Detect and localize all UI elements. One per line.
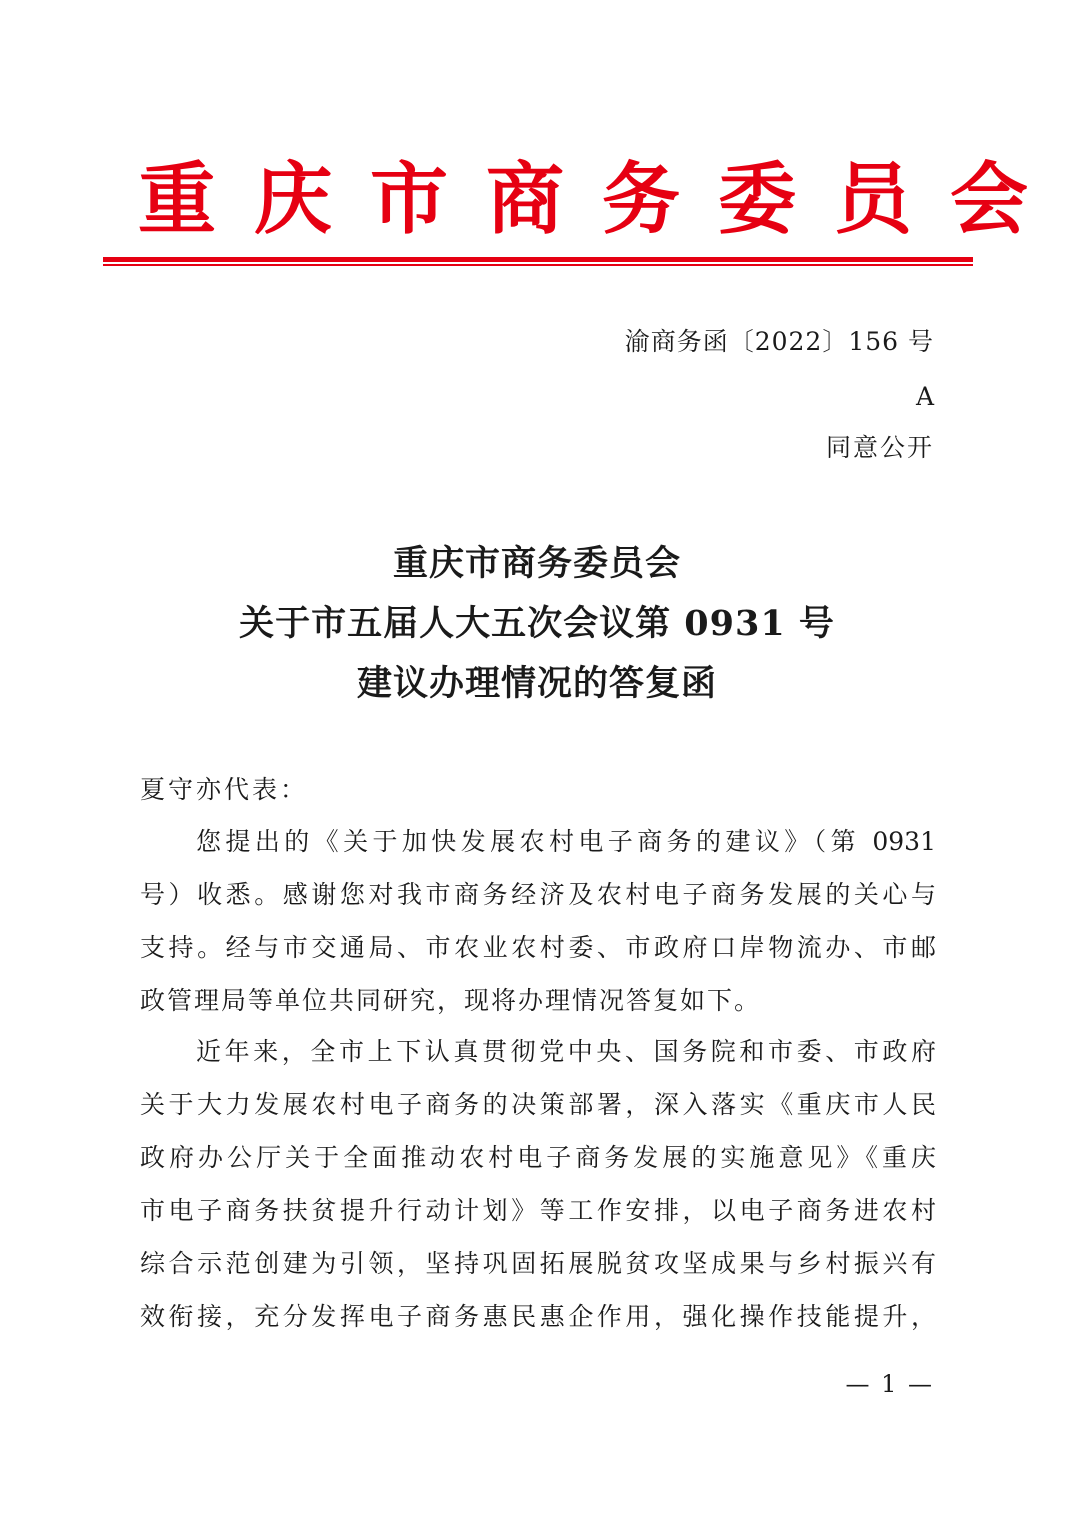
title-line-1: 重庆市商务委员会: [392, 543, 681, 584]
paragraph-line: 政府办公厅关于全面推动农村电子商务发展的实施意见》《重庆: [140, 1143, 936, 1172]
salutation: 夏守亦代表：: [140, 775, 309, 804]
paragraph-line: 号）收悉。感谢您对我市商务经济及农村电子商务发展的关心与: [140, 880, 936, 909]
masthead-rule-thick: [103, 257, 973, 262]
body-paragraph-1: [140, 822, 936, 1034]
document-number: 渝商务函〔2022〕156 号: [624, 327, 934, 356]
paragraph-line: 市电子商务扶贫提升行动计划》等工作安排，以电子商务进农村: [140, 1196, 936, 1225]
paragraph-line: 综合示范创建为引领，坚持巩固拓展脱贫攻坚成果与乡村振兴有: [140, 1249, 936, 1278]
page-number: — 1 —: [845, 1370, 934, 1398]
paragraph-line: 支持。经与市交通局、市农业农村委、市政府口岸物流办、市邮: [140, 933, 936, 962]
paragraph-line: 效衔接，充分发挥电子商务惠民惠企作用，强化操作技能提升，: [140, 1302, 936, 1331]
title-line-3: 建议办理情况的答复函: [356, 663, 717, 704]
paragraph-line: 关于大力发展农村电子商务的决策部署，深入落实《重庆市人民: [140, 1090, 936, 1119]
masthead-rule-thin: [103, 264, 973, 266]
paragraph-line: 您提出的《关于加快发展农村电子商务的建议》（第 0931: [196, 827, 936, 856]
body-paragraph-2: [140, 1032, 936, 1350]
masthead-title: 重庆市商务委员会: [138, 155, 1067, 245]
title-line-2: 关于市五届人大五次会议第 0931 号: [239, 603, 835, 644]
paragraph-line: 政管理局等单位共同研究，现将办理情况答复如下。: [140, 986, 762, 1015]
document-grade: A: [915, 382, 934, 411]
disclosure-status: 同意公开: [825, 433, 934, 462]
paragraph-line: 近年来，全市上下认真贯彻党中央、国务院和市委、市政府: [196, 1037, 936, 1066]
